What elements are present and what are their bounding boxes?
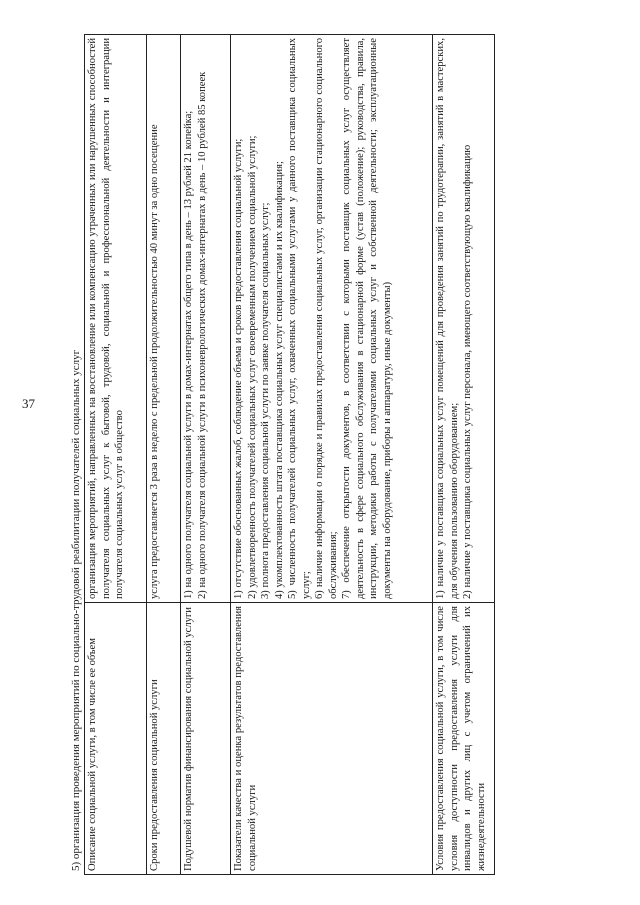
content-line: 7) обеспечение открытости документов, в соответствии с которыми поставщик социальных услуг осуществляет деятельность в сфере социального обслуживания в стационарной форме (устав (положение); руководства, правила, инструкции, методики работы с получателями социальных услуг и собственной деятельности; эксплуатационные документы на оборудование, приборы и аппаратуру, иные документы) xyxy=(341,38,394,599)
content-line: организация мероприятий, направленных на восстановление или компенсацию утраченных или нарушенных способностей получателя социальных услуг к бытовой, трудовой, социальной и профессиональной деятельности и интеграции получателя социальных услуг в общество xyxy=(87,38,126,599)
page-number: 37 xyxy=(22,396,35,411)
content-line: 1) отсутствие обоснованных жалоб, соблюдение объема и сроков предоставления социальной услуги; xyxy=(233,138,244,599)
content-line: 1) наличие у поставщика социальных услуг помещений для проведения занятий по трудотерапии, занятий в мастерских, для обучения пользованию оборудованием; xyxy=(435,38,460,599)
table-row xyxy=(433,35,495,875)
rotated-page-content xyxy=(68,35,508,875)
content-line: 5) численность получателей социальных услуг, охваченных социальными услугами у данного поставщика социальных услуг; xyxy=(287,38,312,599)
row-content xyxy=(231,35,433,603)
content-line: 2) на одного получателя социальной услуги в психоневрологических домах-интернатах в день – 10 рублей 85 копеек xyxy=(196,71,208,599)
row-content xyxy=(85,35,147,603)
row-content xyxy=(147,35,181,603)
content-line: услуга предоставляется 3 раза в неделю с предельной продолжительностью 40 минут за одно посещение xyxy=(149,124,160,599)
row-label: Условия предоставления социальной услуги, в том числе условия доступности предоставления услуги для инвалидов и других лиц с учетом ограничений их жизнедеятельности xyxy=(433,603,495,875)
content-line: 2) наличие у поставщика социальных услуг персонала, имеющего соответствующую квалификацию xyxy=(462,144,474,599)
content-line: 4) укомплектованность штата поставщика социальных услуг специалистами и их квалификация; xyxy=(273,161,285,599)
content-line: 1) на одного получателя социальной услуги в домах-интернатах общего типа в день – 13 рублей 21 копейка; xyxy=(183,110,194,599)
service-table xyxy=(84,34,495,875)
row-label: Подушевой норматив финансирования социальной услуги xyxy=(181,603,231,875)
content-line: 2) удовлетворенность получателей социальных услуг своевременным получением социальной услуги; xyxy=(246,135,258,599)
row-label: Сроки предоставления социальной услуги xyxy=(147,603,181,875)
section-title: 5) организация проведения мероприятий по социально-трудовой реабилитации получателей социальных услуг xyxy=(70,349,82,871)
row-content xyxy=(181,35,231,603)
table-row xyxy=(181,35,231,875)
content-line: 3) полнота предоставления социальной услуги по заявке получателя социальных услуг; xyxy=(260,202,272,599)
content-line: 6) наличие информации о порядке и правилах предоставления социальных услуг, организации стационарного социального обслуживания; xyxy=(314,38,339,599)
table-row xyxy=(231,35,433,875)
row-content xyxy=(433,35,495,603)
row-label: Описание социальной услуги, в том числе ее объем xyxy=(85,603,147,875)
table-row xyxy=(147,35,181,875)
row-label: Показатели качества и оценка результатов предоставления социальной услуги xyxy=(231,603,433,875)
table-row xyxy=(85,35,147,875)
